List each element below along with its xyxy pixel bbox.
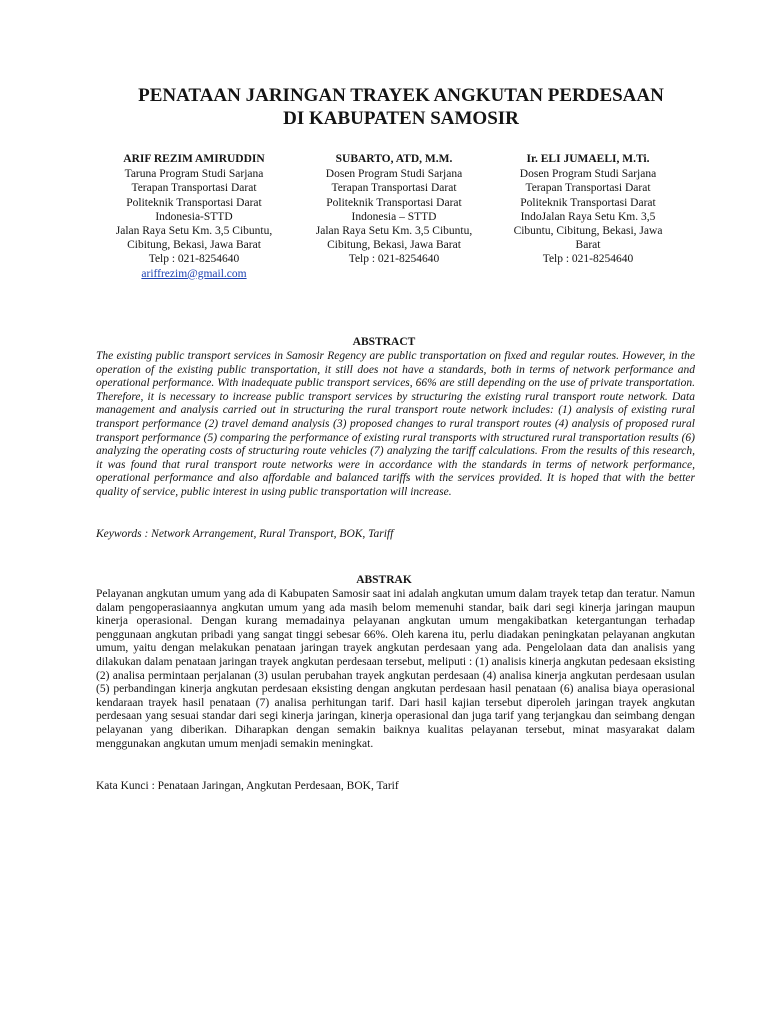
affiliation-line: Dosen Program Studi Sarjana	[325, 168, 463, 181]
author-name: ARIF REZIM AMIRUDDIN	[123, 153, 265, 165]
phone-line: Telp : 021-8254640	[348, 253, 440, 266]
keywords-indonesian: Kata Kunci : Penataan Jaringan, Angkutan Perdesaan, BOK, Tarif	[96, 780, 399, 792]
author-2	[296, 152, 492, 267]
address-line: Barat	[575, 239, 601, 252]
affiliation-line: Terapan Transportasi Darat	[331, 182, 457, 195]
abstract-heading: ABSTRACT	[352, 336, 416, 348]
phone-line: Telp : 021-8254640	[148, 253, 240, 266]
affiliation-line: Indonesia – STTD	[351, 210, 437, 223]
address-line: Jalan Raya Setu Km. 3,5 Cibuntu,	[315, 225, 473, 238]
author-3	[490, 152, 686, 267]
phone-line: Telp : 021-8254640	[542, 253, 634, 266]
affiliation-line: Taruna Program Studi Sarjana	[124, 168, 264, 181]
author-1	[96, 152, 292, 281]
paper-title-line-1: PENATAAN JARINGAN TRAYEK ANGKUTAN PERDESAAN	[138, 85, 664, 106]
abstract-body: The existing public transport services in Samosir Regency are public transportation on fixed and regular routes. However, in the operation of the existing public transportation, it still does not have a standards, both in terms of network performance and operational performance. With inadequate public transport services, 66% are still depending on the use of private transportation. Therefore, it is necessary to increase public transport services by structuring the existing rural transport route network. Data management and analysis carried out in structuring the rural transport route network includes: (1) analysis of existing rural transport performance (2) travel demand analysis (3) proposed changes to rural transport routes (4) analysis of proposed rural transport performance (5) comparing the performance of existing rural transports with structured rural transportation results (6) analyzing the operating costs of structuring route vehicles (7) analyzing the tariff calculations. From the results of this research, it was found that rural transport route networks were in accordance with the standards in terms of network performance, operational performance and also affordable and balanced tariffs with the services provided. It is hoped that with the better quality of service, public interest in using public transportation will increase.	[96, 350, 695, 498]
affiliation-line: Dosen Program Studi Sarjana	[519, 168, 657, 181]
author-name: SUBARTO, ATD, M.M.	[335, 153, 453, 165]
address-line: Cibitung, Bekasi, Jawa Barat	[327, 239, 461, 252]
abstrak-body: Pelayanan angkutan umum yang ada di Kabupaten Samosir saat ini adalah angkutan umum dalam trayek tetap dan teratur. Namun dalam pengoperasiaannya angkutan umum yang ada masih belom memenuhi standar, baik dari segi kinerja jaringan maupun kinerja operasional. Dengan kurang memadainya pelayanan angkutan umum mengakibatkan ketergantungan terhadap penggunaan angkutan pribadi yang sangat tinggi sebesar 66%. Oleh karena itu, perlu diadakan peningkatan pelayanan angkutan umum, yaitu dengan melakukan penataan jaringan trayek angkutan perdesaan yang ada. Pengelolaan data dan analisis yang dilakukan dalam penataan jaringan trayek angkutan perdesaan tersebut, meliputi : (1) analisis kinerja angkutan pedesaan eksisting (2) analisa permintaan perjalanan (3) usulan perubahan trayek angkutan perdesaan (4) analisa kinerja angkutan perdesaan usulan (5) perbandingan kinerja angkutan perdesaan eksisting dengan angkutan perdesaan hasil penataan (6) analisa biaya operasional kendaraan trayek hasil penataan (7) analisa perhitungan tarif. Dari hasil kajian tersebut diperoleh jaringan trayek angkutan perdesaan yang sesuai standar dari segi kinerja jaringan, kinerja operasional dan juga tarif yang terjangkau dan seimbang dengan pelayanan yang diberikan. Diharapkan dengan semakin baiknya kualitas pelayanan tersebut, minat masyarakat dalam menggunakan angkutan umum menjadi semakin meningkat.	[96, 588, 695, 750]
affiliation-line: Terapan Transportasi Darat	[525, 182, 651, 195]
author-name: Ir. ELI JUMAELI, M.Ti.	[526, 153, 650, 165]
address-line: Cibuntu, Cibitung, Bekasi, Jawa	[513, 225, 663, 238]
affiliation-line: Politeknik Transportasi Darat	[520, 196, 656, 209]
paper-title-line-2: DI KABUPATEN SAMOSIR	[283, 108, 519, 129]
keywords-english: Keywords : Network Arrangement, Rural Transport, BOK, Tariff	[96, 528, 394, 540]
abstrak-heading: ABSTRAK	[356, 574, 412, 586]
affiliation-line: IndoJalan Raya Setu Km. 3,5	[520, 210, 656, 223]
address-line: Cibitung, Bekasi, Jawa Barat	[127, 239, 261, 252]
address-line: Jalan Raya Setu Km. 3,5 Cibuntu,	[115, 225, 273, 238]
affiliation-line: Politeknik Transportasi Darat	[126, 196, 262, 209]
affiliation-line: Politeknik Transportasi Darat	[326, 196, 462, 209]
affiliation-line: Indonesia-STTD	[155, 210, 233, 223]
affiliation-line: Terapan Transportasi Darat	[131, 182, 257, 195]
author-email-link[interactable]: ariffrezim@gmail.com	[141, 267, 247, 280]
paper-title	[96, 84, 706, 130]
